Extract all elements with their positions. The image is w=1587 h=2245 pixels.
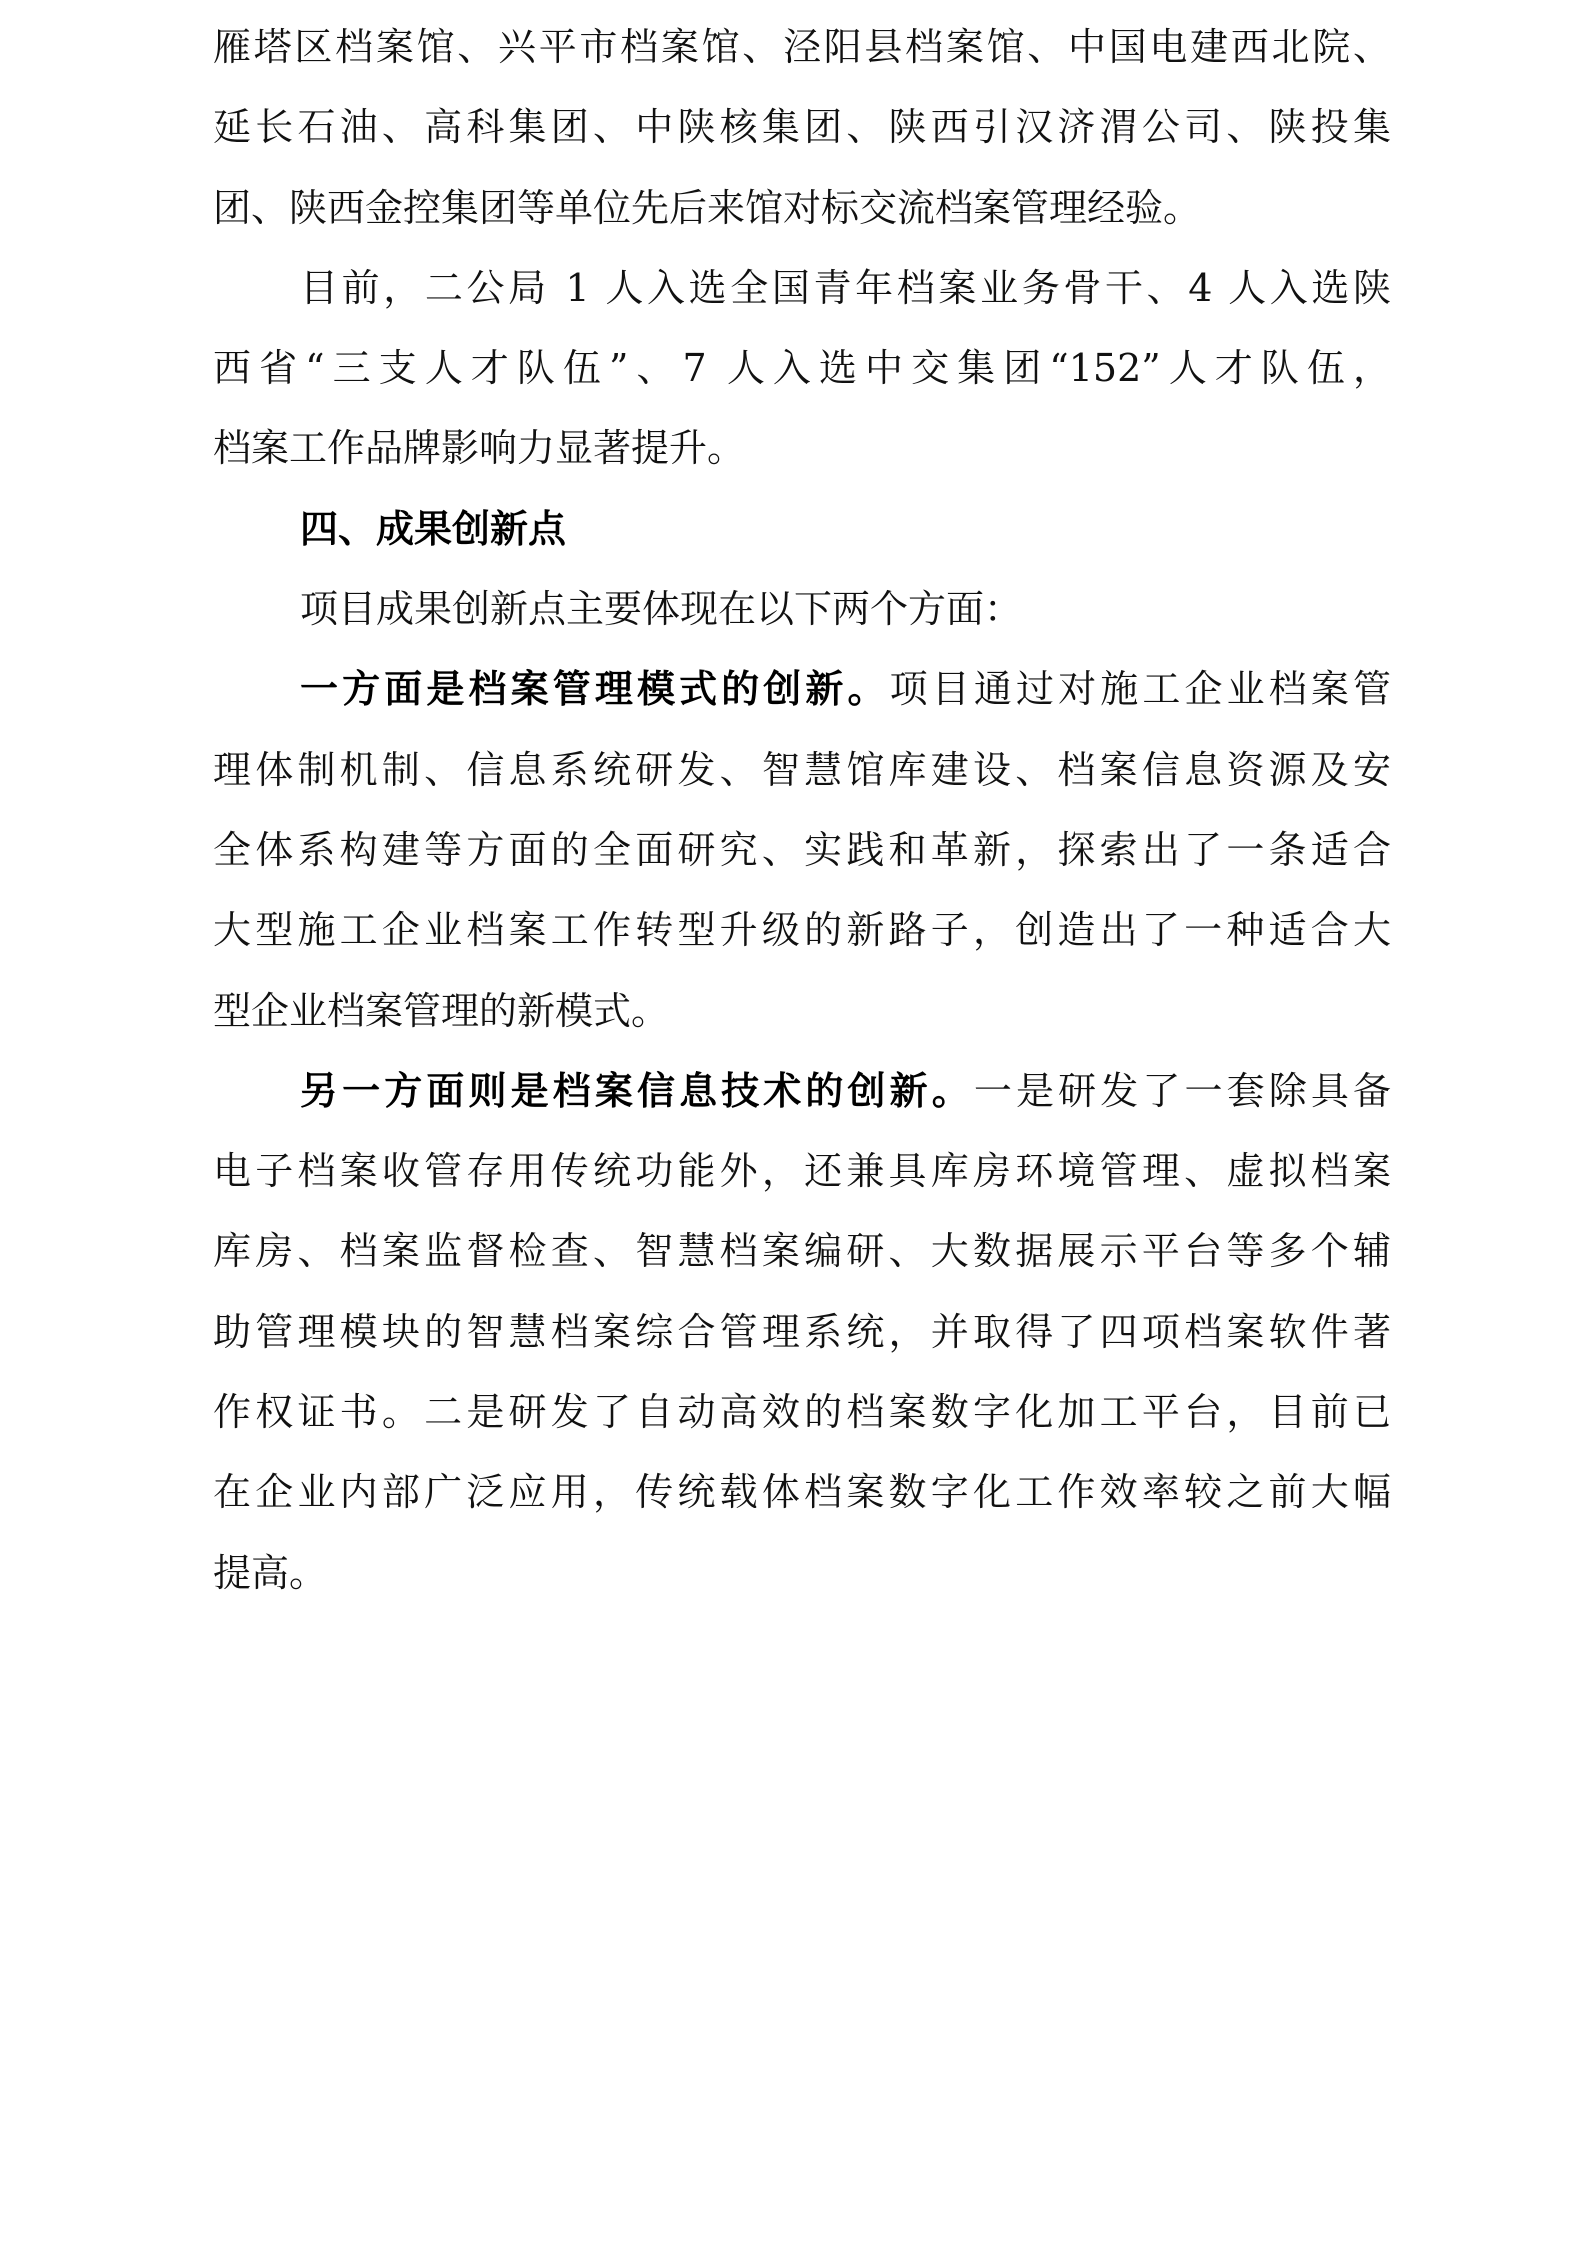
text-line: 全体系构建等方面的全面研究、实践和革新，探索出了一条适合 xyxy=(213,827,1391,872)
text-span: 项目通过对施工企业档案管 xyxy=(889,667,1391,712)
bold-lead-phrase: 一方面是档案管理模式的创新。 xyxy=(300,666,890,712)
text-line: 团、陕西金控集团等单位先后来馆对标交流档案管理经验。 xyxy=(213,185,1202,230)
text-line: 理体制机制、信息系统研发、智慧馆库建设、档案信息资源及安 xyxy=(213,747,1391,792)
intro-line: 项目成果创新点主要体现在以下两个方面： xyxy=(300,587,1023,632)
text-line xyxy=(213,660,1391,740)
text-line: 提高。 xyxy=(213,1550,328,1595)
section-heading: 四、成果创新点 xyxy=(300,506,567,551)
bold-lead-phrase: 另一方面则是档案信息技术的创新。 xyxy=(300,1067,974,1113)
text-line: 库房、档案监督检查、智慧档案编研、大数据展示平台等多个辅 xyxy=(213,1229,1391,1274)
text-line: 助管理模块的智慧档案综合管理系统，并取得了四项档案软件著 xyxy=(213,1309,1391,1354)
text-line: 型企业档案管理的新模式。 xyxy=(213,988,670,1033)
text-line: 目前，二公局 1 人入选全国青年档案业务骨干、4 人入选陕 xyxy=(300,265,1391,310)
text-line: 电子档案收管存用传统功能外，还兼具库房环境管理、虚拟档案 xyxy=(213,1149,1391,1194)
text-line: 档案工作品牌影响力显著提升。 xyxy=(213,426,746,471)
text-line xyxy=(213,1062,1391,1142)
text-line: 大型施工企业档案工作转型升级的新路子，创造出了一种适合大 xyxy=(213,908,1391,953)
document-page xyxy=(213,18,1391,1624)
text-line: 作权证书。二是研发了自动高效的档案数字化加工平台，目前已 xyxy=(213,1390,1391,1435)
text-line: 在企业内部广泛应用，传统载体档案数字化工作效率较之前大幅 xyxy=(213,1470,1391,1515)
text-line: 延长石油、高科集团、中陕核集团、陕西引汉济渭公司、陕投集 xyxy=(213,105,1391,150)
text-span: 一是研发了一套除具备 xyxy=(973,1068,1391,1113)
text-line: 雁塔区档案馆、兴平市档案馆、泾阳县档案馆、中国电建西北院、 xyxy=(213,25,1391,69)
text-line: 西省“三支人才队伍”、7 人入选中交集团“152”人才队伍， xyxy=(213,346,1391,391)
